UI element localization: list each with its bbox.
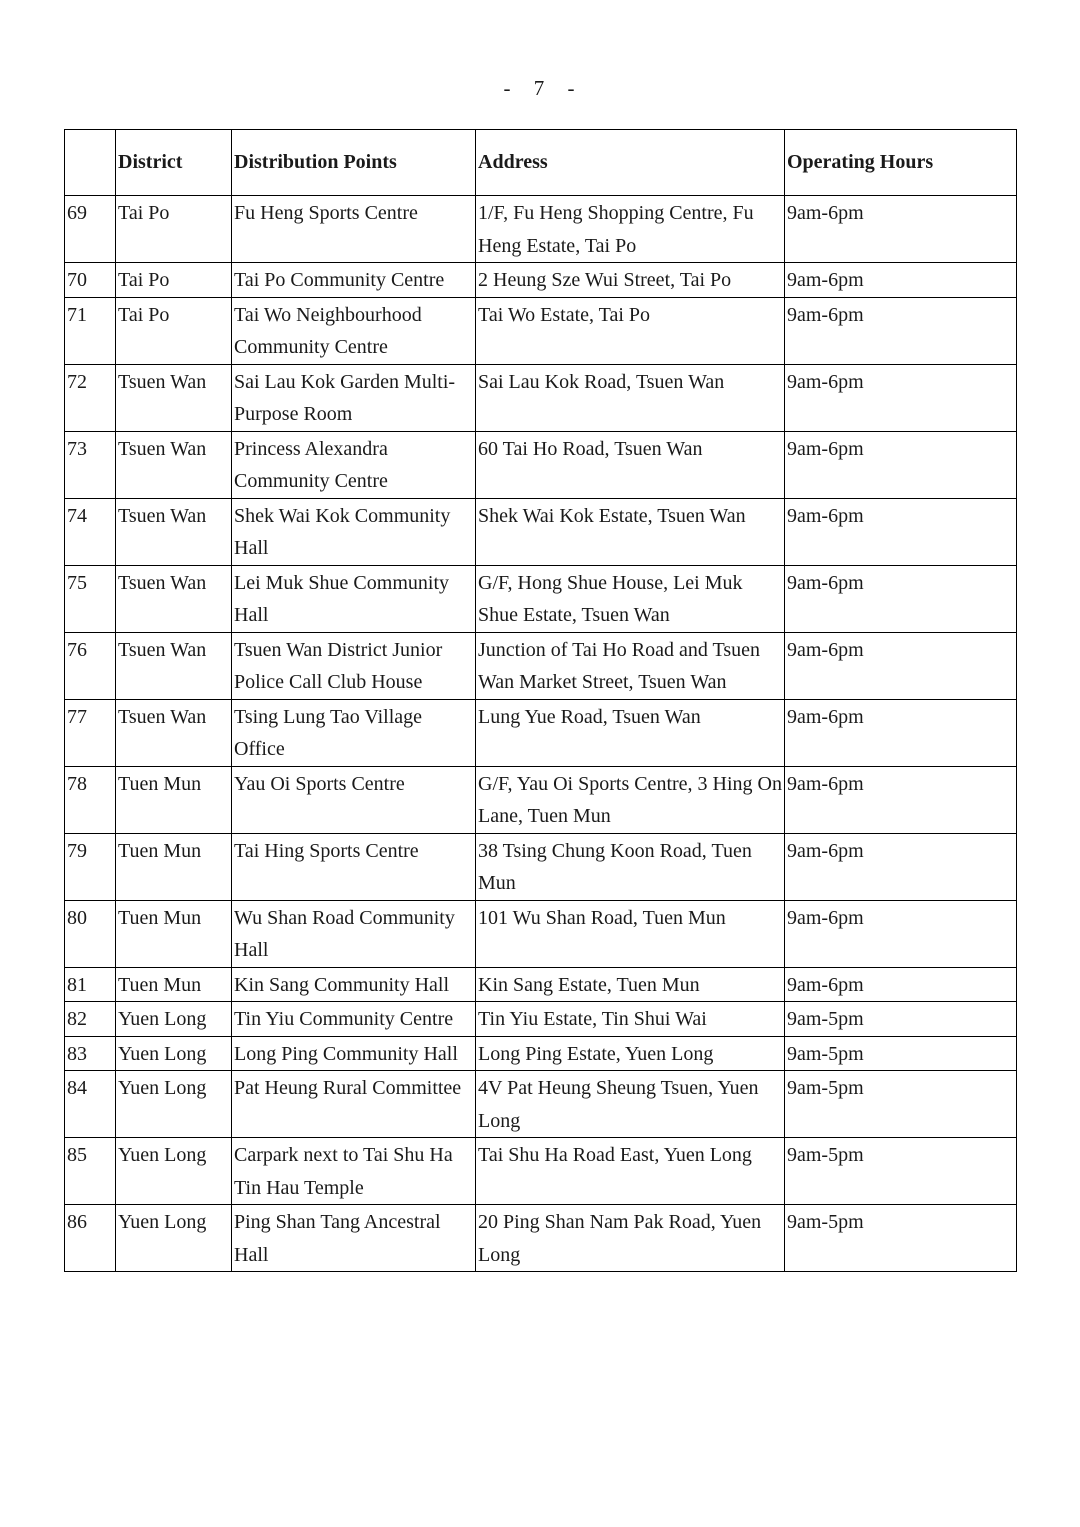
cell-address: 20 Ping Shan Nam Pak Road, Yuen Long: [476, 1205, 785, 1272]
cell-address: 38 Tsing Chung Koon Road, Tuen Mun: [476, 833, 785, 900]
cell-distribution-point: Ping Shan Tang Ancestral Hall: [232, 1205, 476, 1272]
cell-district: Tsuen Wan: [116, 565, 232, 632]
cell-number: 79: [65, 833, 116, 900]
cell-distribution-point: Fu Heng Sports Centre: [232, 196, 476, 263]
cell-distribution-point: Wu Shan Road Community Hall: [232, 900, 476, 967]
table-row: [65, 1071, 1017, 1138]
cell-operating-hours: 9am-5pm: [785, 1002, 1017, 1037]
column-header-distribution-points: Distribution Points: [232, 130, 476, 196]
cell-distribution-point: Carpark next to Tai Shu Ha Tin Hau Temple: [232, 1138, 476, 1205]
cell-address: Tai Wo Estate, Tai Po: [476, 297, 785, 364]
table-body: [65, 196, 1017, 1272]
cell-operating-hours: 9am-6pm: [785, 967, 1017, 1002]
cell-district: Yuen Long: [116, 1071, 232, 1138]
cell-operating-hours: 9am-6pm: [785, 263, 1017, 298]
cell-address: Shek Wai Kok Estate, Tsuen Wan: [476, 498, 785, 565]
column-header-district: District: [116, 130, 232, 196]
cell-distribution-point: Shek Wai Kok Community Hall: [232, 498, 476, 565]
cell-district: Tuen Mun: [116, 833, 232, 900]
column-header-number: [65, 130, 116, 196]
table-row: [65, 297, 1017, 364]
cell-number: 72: [65, 364, 116, 431]
table-row: [65, 364, 1017, 431]
cell-distribution-point: Yau Oi Sports Centre: [232, 766, 476, 833]
table-header-row: [65, 130, 1017, 196]
table-row: [65, 1205, 1017, 1272]
cell-distribution-point: Tai Hing Sports Centre: [232, 833, 476, 900]
cell-operating-hours: 9am-6pm: [785, 498, 1017, 565]
table-row: [65, 1036, 1017, 1071]
table-row: [65, 833, 1017, 900]
cell-operating-hours: 9am-6pm: [785, 699, 1017, 766]
cell-address: Kin Sang Estate, Tuen Mun: [476, 967, 785, 1002]
cell-address: Tin Yiu Estate, Tin Shui Wai: [476, 1002, 785, 1037]
cell-district: Tsuen Wan: [116, 431, 232, 498]
cell-district: Tai Po: [116, 297, 232, 364]
cell-address: Long Ping Estate, Yuen Long: [476, 1036, 785, 1071]
cell-district: Tai Po: [116, 263, 232, 298]
cell-district: Tsuen Wan: [116, 699, 232, 766]
table-row: [65, 263, 1017, 298]
cell-number: 74: [65, 498, 116, 565]
cell-operating-hours: 9am-6pm: [785, 297, 1017, 364]
table-row: [65, 565, 1017, 632]
cell-distribution-point: Tsuen Wan District Junior Police Call Club House: [232, 632, 476, 699]
table-row: [65, 431, 1017, 498]
cell-operating-hours: 9am-6pm: [785, 632, 1017, 699]
cell-number: 78: [65, 766, 116, 833]
cell-distribution-point: Lei Muk Shue Community Hall: [232, 565, 476, 632]
cell-number: 76: [65, 632, 116, 699]
cell-number: 83: [65, 1036, 116, 1071]
cell-operating-hours: 9am-6pm: [785, 364, 1017, 431]
cell-district: Yuen Long: [116, 1138, 232, 1205]
cell-address: 4V Pat Heung Sheung Tsuen, Yuen Long: [476, 1071, 785, 1138]
cell-number: 77: [65, 699, 116, 766]
cell-distribution-point: Sai Lau Kok Garden Multi-Purpose Room: [232, 364, 476, 431]
cell-district: Tuen Mun: [116, 900, 232, 967]
cell-address: Junction of Tai Ho Road and Tsuen Wan Market Street, Tsuen Wan: [476, 632, 785, 699]
cell-address: Sai Lau Kok Road, Tsuen Wan: [476, 364, 785, 431]
cell-address: Lung Yue Road, Tsuen Wan: [476, 699, 785, 766]
column-header-operating-hours: Operating Hours: [785, 130, 1017, 196]
cell-number: 84: [65, 1071, 116, 1138]
table-row: [65, 967, 1017, 1002]
cell-operating-hours: 9am-5pm: [785, 1138, 1017, 1205]
cell-operating-hours: 9am-6pm: [785, 431, 1017, 498]
cell-address: 60 Tai Ho Road, Tsuen Wan: [476, 431, 785, 498]
cell-distribution-point: Pat Heung Rural Committee: [232, 1071, 476, 1138]
cell-distribution-point: Tai Po Community Centre: [232, 263, 476, 298]
cell-number: 81: [65, 967, 116, 1002]
cell-district: Tsuen Wan: [116, 632, 232, 699]
cell-address: 1/F, Fu Heng Shopping Centre, Fu Heng Estate, Tai Po: [476, 196, 785, 263]
cell-number: 82: [65, 1002, 116, 1037]
cell-number: 75: [65, 565, 116, 632]
cell-number: 80: [65, 900, 116, 967]
cell-address: G/F, Yau Oi Sports Centre, 3 Hing On Lane, Tuen Mun: [476, 766, 785, 833]
cell-operating-hours: 9am-5pm: [785, 1036, 1017, 1071]
table-row: [65, 498, 1017, 565]
cell-number: 86: [65, 1205, 116, 1272]
cell-district: Tuen Mun: [116, 967, 232, 1002]
cell-distribution-point: Tin Yiu Community Centre: [232, 1002, 476, 1037]
cell-district: Yuen Long: [116, 1002, 232, 1037]
cell-distribution-point: Kin Sang Community Hall: [232, 967, 476, 1002]
cell-distribution-point: Tai Wo Neighbourhood Community Centre: [232, 297, 476, 364]
cell-number: 70: [65, 263, 116, 298]
table-row: [65, 1138, 1017, 1205]
cell-district: Tuen Mun: [116, 766, 232, 833]
cell-operating-hours: 9am-6pm: [785, 565, 1017, 632]
cell-distribution-point: Tsing Lung Tao Village Office: [232, 699, 476, 766]
table-row: [65, 1002, 1017, 1037]
cell-district: Tsuen Wan: [116, 364, 232, 431]
cell-operating-hours: 9am-5pm: [785, 1071, 1017, 1138]
cell-district: Tai Po: [116, 196, 232, 263]
cell-operating-hours: 9am-5pm: [785, 1205, 1017, 1272]
cell-number: 85: [65, 1138, 116, 1205]
table-row: [65, 900, 1017, 967]
column-header-address: Address: [476, 130, 785, 196]
cell-operating-hours: 9am-6pm: [785, 900, 1017, 967]
cell-district: Yuen Long: [116, 1205, 232, 1272]
page-number: - 7 -: [503, 76, 577, 100]
cell-address: 2 Heung Sze Wui Street, Tai Po: [476, 263, 785, 298]
cell-operating-hours: 9am-6pm: [785, 766, 1017, 833]
table-row: [65, 766, 1017, 833]
cell-address: G/F, Hong Shue House, Lei Muk Shue Estate, Tsuen Wan: [476, 565, 785, 632]
cell-operating-hours: 9am-6pm: [785, 196, 1017, 263]
distribution-points-table: [64, 129, 1017, 1272]
cell-distribution-point: Long Ping Community Hall: [232, 1036, 476, 1071]
cell-address: 101 Wu Shan Road, Tuen Mun: [476, 900, 785, 967]
cell-distribution-point: Princess Alexandra Community Centre: [232, 431, 476, 498]
table-row: [65, 632, 1017, 699]
cell-operating-hours: 9am-6pm: [785, 833, 1017, 900]
cell-address: Tai Shu Ha Road East, Yuen Long: [476, 1138, 785, 1205]
table-row: [65, 196, 1017, 263]
table-row: [65, 699, 1017, 766]
cell-district: Yuen Long: [116, 1036, 232, 1071]
cell-number: 73: [65, 431, 116, 498]
cell-number: 69: [65, 196, 116, 263]
cell-number: 71: [65, 297, 116, 364]
cell-district: Tsuen Wan: [116, 498, 232, 565]
